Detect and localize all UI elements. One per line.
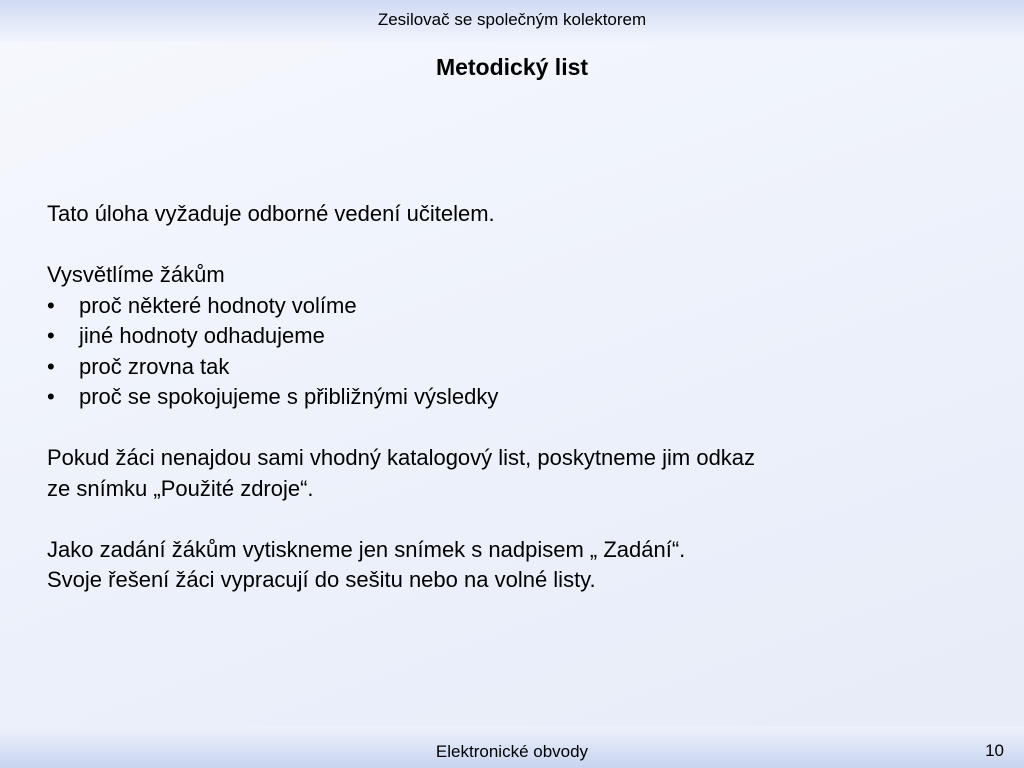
bullet-item <box>47 382 947 413</box>
spacer <box>47 413 947 444</box>
bullet-text: proč se spokojujeme s přibližnými výsledky <box>79 384 499 409</box>
bullet-icon: • <box>47 292 55 318</box>
bullet-text: proč zrovna tak <box>79 353 230 379</box>
paragraph-1-line-1: Pokud žáci nenajdou sami vhodný katalogový list, poskytneme jim odkaz <box>47 445 756 470</box>
bullet-item <box>47 352 947 383</box>
paragraph-1-line-2: ze snímku „Použité zdroje“. <box>47 475 314 501</box>
spacer <box>47 230 947 261</box>
intro-text: Tato úloha vyžaduje odborné vedení učitelem. <box>47 201 495 226</box>
bullet-text: proč některé hodnoty volíme <box>79 292 357 318</box>
footer-text: Elektronické obvody <box>435 742 589 761</box>
bullet-item <box>47 291 947 322</box>
bullet-item <box>47 321 947 352</box>
bullet-text: jiné hodnoty odhadujeme <box>79 323 325 348</box>
bullet-icon: • <box>47 384 55 409</box>
paragraph-2-line-2: Svoje řešení žáci vypracují do sešitu nebo na volné listy. <box>47 567 596 592</box>
bullet-icon: • <box>47 353 55 379</box>
spacer <box>47 504 947 535</box>
slide-title: Metodický list <box>435 54 589 80</box>
slide-content <box>47 199 947 596</box>
list-heading: Vysvětlíme žákům <box>47 262 225 287</box>
paragraph-2-line-1: Jako zadání žákům vytiskneme jen snímek s nadpisem „ Zadání“. <box>47 536 686 562</box>
page-number: 10 <box>985 741 1004 760</box>
bullet-icon: • <box>47 323 55 348</box>
presentation-title: Zesilovač se společným kolektorem <box>377 10 647 29</box>
